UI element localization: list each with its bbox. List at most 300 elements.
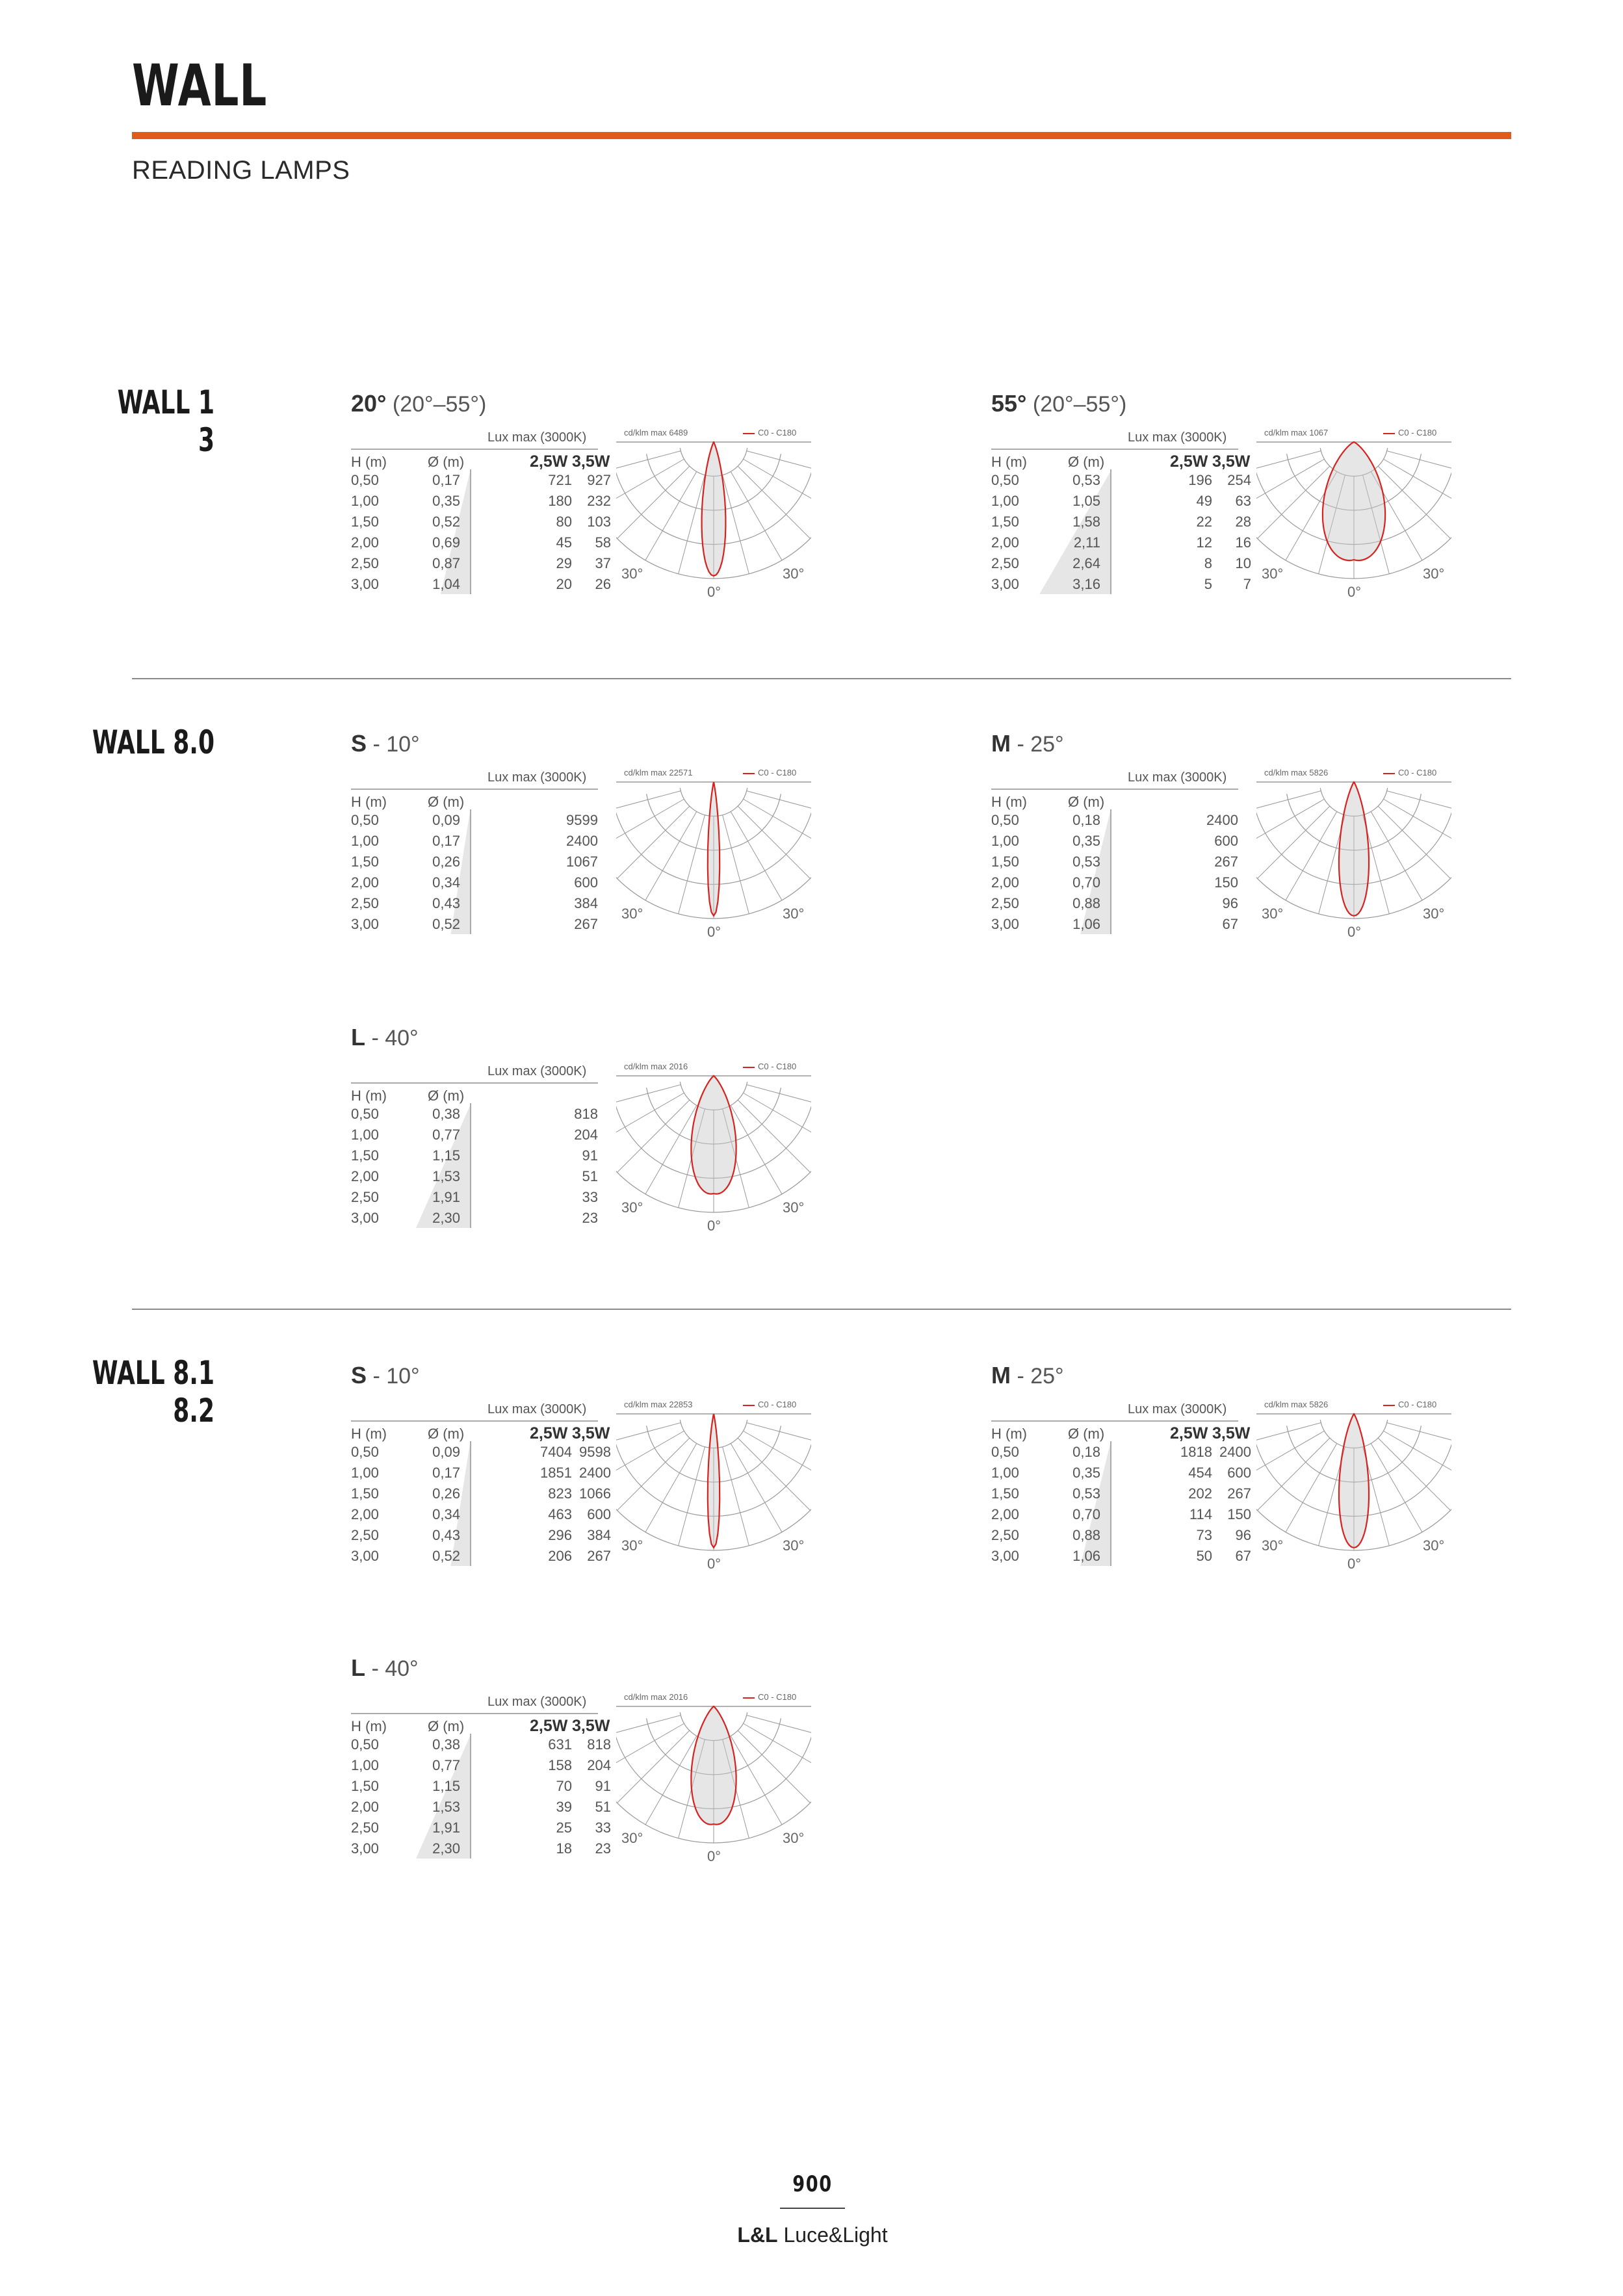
curve-legend: C0 - C180 (743, 428, 796, 437)
polar-diagram (616, 768, 811, 943)
cell-lux: 91 (582, 1147, 598, 1164)
cell-lux-2-5w: 25 (556, 1820, 572, 1836)
cell-height: 2,50 (351, 555, 379, 571)
curve-legend: C0 - C180 (1383, 1400, 1436, 1409)
table-row (991, 812, 1251, 833)
cell-lux-3-5w: 232 (587, 493, 611, 509)
cell-lux-3-5w: 51 (595, 1799, 611, 1815)
cell-height: 0,50 (351, 1736, 379, 1753)
cell-lux-2-5w: 114 (1189, 1506, 1212, 1522)
cell-lux-2-5w: 158 (548, 1757, 572, 1773)
cell-lux: 67 (1222, 916, 1238, 932)
cell-lux: 23 (582, 1210, 598, 1226)
table-row (351, 576, 611, 597)
cell-lux: 600 (574, 874, 598, 891)
table-row (351, 1757, 611, 1778)
angle-label-left: 30° (621, 906, 643, 922)
angle-label-zero: 0° (707, 584, 721, 600)
lux-max-label: Lux max (3000K) (487, 430, 587, 445)
cell-height: 2,00 (351, 534, 379, 551)
header-diameter: Ø (m) (428, 1088, 465, 1104)
angle-label-left: 30° (621, 1830, 643, 1846)
cell-lux-2-5w: 20 (556, 576, 572, 592)
polar-diagram (616, 1062, 811, 1237)
angle-label-left: 30° (621, 1537, 643, 1554)
cell-height: 3,00 (991, 916, 1019, 932)
cell-height: 2,00 (991, 1506, 1019, 1522)
angle-label-left: 30° (1262, 566, 1284, 582)
table-row (991, 555, 1251, 576)
polar-diagram (616, 1692, 811, 1868)
section-divider (132, 678, 1511, 679)
cell-diameter: 0,77 (432, 1127, 460, 1143)
cell-diameter: 0,18 (1072, 1444, 1100, 1460)
header-height: H (m) (351, 1718, 387, 1734)
cell-diameter: 1,53 (432, 1168, 460, 1184)
cell-height: 1,50 (991, 514, 1019, 530)
photometric-block (351, 1362, 819, 1576)
cd-klm-label: cd/klm max 1067 (1264, 428, 1329, 437)
table-row (991, 493, 1251, 514)
cell-height: 2,00 (991, 874, 1019, 891)
table-row (991, 1444, 1251, 1465)
photometric-block (991, 730, 1459, 945)
cell-diameter: 0,34 (432, 874, 460, 891)
polar-grid (1256, 768, 1451, 943)
header-diameter: Ø (m) (428, 454, 465, 470)
header-power-3-5w: 3,5W (572, 452, 610, 471)
polar-grid (616, 768, 811, 943)
table-row (351, 493, 611, 514)
cell-diameter: 0,52 (432, 916, 460, 932)
cell-lux-3-5w: 254 (1227, 472, 1251, 488)
cell-diameter: 0,52 (432, 1548, 460, 1564)
cell-height: 1,50 (991, 1485, 1019, 1502)
header-height: H (m) (991, 794, 1027, 810)
cell-lux: 204 (574, 1127, 598, 1143)
model-name-line1: WALL 8.0 (92, 724, 214, 761)
header-height: H (m) (351, 1088, 387, 1104)
cell-height: 1,00 (351, 1127, 379, 1143)
cell-height: 0,50 (351, 1106, 379, 1122)
cell-lux-3-5w: 204 (587, 1757, 611, 1773)
cell-diameter: 3,16 (1072, 576, 1100, 592)
curve-legend: C0 - C180 (743, 1692, 796, 1702)
cell-lux: 2400 (1206, 812, 1238, 828)
header-power-2-5w: 2,5W (1170, 1424, 1208, 1442)
cell-diameter: 0,38 (432, 1106, 460, 1122)
lux-max-label: Lux max (3000K) (487, 1695, 587, 1709)
model-name-line1: WALL 1 (117, 384, 214, 421)
table-row (991, 895, 1251, 916)
cell-lux: 51 (582, 1168, 598, 1184)
cell-diameter: 2,30 (432, 1210, 460, 1226)
cell-lux-2-5w: 73 (1196, 1527, 1212, 1543)
table-row (351, 534, 611, 555)
cell-height: 1,50 (991, 854, 1019, 870)
cell-lux-2-5w: 196 (1188, 472, 1212, 488)
table-row (351, 812, 611, 833)
cell-lux: 9599 (566, 812, 598, 828)
lux-max-label: Lux max (3000K) (487, 1402, 587, 1416)
cell-diameter: 0,53 (1072, 472, 1100, 488)
polar-diagram (1256, 768, 1451, 943)
cell-lux-2-5w: 7404 (540, 1444, 572, 1460)
cell-lux-3-5w: 103 (587, 514, 611, 530)
cell-height: 0,50 (991, 812, 1019, 828)
cell-lux-2-5w: 8 (1204, 555, 1212, 571)
table-row (991, 833, 1251, 854)
cell-lux-2-5w: 823 (548, 1485, 572, 1502)
cell-diameter: 0,17 (432, 472, 460, 488)
table-row (351, 1506, 611, 1527)
cell-lux-2-5w: 70 (556, 1778, 572, 1794)
cell-height: 0,50 (991, 472, 1019, 488)
cell-lux-3-5w: 58 (595, 534, 611, 551)
header-power-3-5w: 3,5W (572, 1424, 610, 1442)
model-name-wall-8-0 (27, 724, 214, 761)
cell-diameter: 0,35 (432, 493, 460, 509)
cell-lux-3-5w: 63 (1235, 493, 1251, 509)
block-title-range: - 40° (365, 1656, 419, 1681)
cell-lux-2-5w: 50 (1196, 1548, 1212, 1564)
cell-lux-3-5w: 2400 (1219, 1444, 1251, 1460)
cell-diameter: 0,26 (432, 854, 460, 870)
table-row (991, 1506, 1251, 1527)
lux-max-label: Lux max (3000K) (1128, 430, 1227, 445)
cd-klm-label: cd/klm max 5826 (1264, 1400, 1329, 1409)
cell-lux-2-5w: 80 (556, 514, 572, 530)
header-diameter: Ø (m) (428, 1426, 465, 1442)
angle-label-right: 30° (1423, 1537, 1445, 1554)
cell-height: 2,00 (351, 1168, 379, 1184)
header-power-3-5w: 3,5W (1212, 452, 1251, 471)
cell-diameter: 1,91 (432, 1820, 460, 1836)
header-height: H (m) (991, 1426, 1027, 1442)
table-row (351, 1527, 611, 1548)
cell-lux-2-5w: 12 (1196, 534, 1212, 551)
polar-diagram (1256, 1400, 1451, 1575)
header-diameter: Ø (m) (428, 1718, 465, 1734)
model-name-line2: 3 (198, 421, 214, 459)
table-row (351, 514, 611, 534)
curve-legend: C0 - C180 (743, 768, 796, 777)
cell-diameter: 0,53 (1072, 854, 1100, 870)
block-title-main: L (351, 1654, 365, 1681)
cell-diameter: 1,06 (1072, 916, 1100, 932)
cell-lux-3-5w: 16 (1235, 534, 1251, 551)
cell-lux-3-5w: 384 (587, 1527, 611, 1543)
block-title-main: M (991, 1362, 1011, 1389)
cell-lux-3-5w: 7 (1243, 576, 1251, 592)
intensity-curve (1339, 782, 1369, 916)
cell-diameter: 1,04 (432, 576, 460, 592)
cell-diameter: 0,26 (432, 1485, 460, 1502)
header-power-2-5w: 2,5W (530, 1717, 568, 1735)
header-rule (132, 132, 1511, 139)
cell-diameter: 1,15 (432, 1778, 460, 1794)
cell-height: 1,50 (351, 854, 379, 870)
cell-height: 2,50 (991, 555, 1019, 571)
cell-lux-3-5w: 9598 (579, 1444, 611, 1460)
cell-height: 2,50 (351, 1527, 379, 1543)
lux-max-label: Lux max (3000K) (1128, 770, 1227, 785)
photometric-block (351, 1024, 819, 1238)
cell-lux: 150 (1214, 874, 1238, 891)
lux-max-label: Lux max (3000K) (487, 1064, 587, 1078)
photometric-block (351, 730, 819, 945)
table-row (991, 1548, 1251, 1569)
table-row (991, 1465, 1251, 1485)
brand-name: Luce&Light (783, 2223, 888, 2247)
table-row (351, 1127, 611, 1147)
table-row (351, 472, 611, 493)
cell-diameter: 0,35 (1072, 833, 1100, 849)
cell-height: 3,00 (991, 1548, 1019, 1564)
cell-diameter: 0,52 (432, 514, 460, 530)
intensity-curve (691, 1706, 736, 1825)
cell-lux-3-5w: 2400 (579, 1465, 611, 1481)
angle-label-right: 30° (783, 566, 805, 582)
cell-lux-2-5w: 463 (548, 1506, 572, 1522)
cell-lux: 818 (574, 1106, 598, 1122)
table-row (351, 1147, 611, 1168)
cell-lux-3-5w: 267 (1227, 1485, 1251, 1502)
angle-label-zero: 0° (707, 1218, 721, 1234)
cell-lux: 96 (1222, 895, 1238, 911)
table-row (351, 833, 611, 854)
curve-legend: C0 - C180 (743, 1400, 796, 1409)
cell-lux-2-5w: 29 (556, 555, 572, 571)
cell-height: 2,00 (351, 1799, 379, 1815)
table-row (351, 1168, 611, 1189)
cell-lux-2-5w: 49 (1196, 493, 1212, 509)
table-row (991, 576, 1251, 597)
cell-height: 3,00 (351, 576, 379, 592)
table-row (351, 1736, 611, 1757)
intensity-curve (708, 1414, 720, 1548)
cell-diameter: 0,87 (432, 555, 460, 571)
cell-lux-3-5w: 23 (595, 1840, 611, 1857)
cell-height: 1,50 (351, 1147, 379, 1164)
cell-lux-3-5w: 600 (587, 1506, 611, 1522)
cell-height: 3,00 (351, 916, 379, 932)
cell-diameter: 2,11 (1073, 534, 1100, 551)
cell-height: 2,50 (351, 1189, 379, 1205)
cell-height: 2,50 (991, 1527, 1019, 1543)
cell-lux-3-5w: 267 (587, 1548, 611, 1564)
cd-klm-label: cd/klm max 5826 (1264, 768, 1329, 777)
table-row (991, 874, 1251, 895)
cell-lux-2-5w: 39 (556, 1799, 572, 1815)
cell-height: 1,00 (351, 493, 379, 509)
cell-height: 1,00 (351, 833, 379, 849)
cell-diameter: 0,43 (432, 895, 460, 911)
page-number: 900 (792, 2171, 833, 2197)
header-height: H (m) (991, 454, 1027, 470)
cell-lux-3-5w: 33 (595, 1820, 611, 1836)
cell-lux: 33 (582, 1189, 598, 1205)
cell-diameter: 2,30 (432, 1840, 460, 1857)
cell-diameter: 2,64 (1072, 555, 1100, 571)
header-diameter: Ø (m) (1068, 454, 1105, 470)
angle-label-left: 30° (621, 566, 643, 582)
angle-label-zero: 0° (707, 1848, 721, 1864)
polar-grid (616, 428, 811, 603)
cell-diameter: 0,38 (432, 1736, 460, 1753)
intensity-curve (1323, 442, 1385, 560)
intensity-curve (708, 782, 720, 916)
table-row (991, 1527, 1251, 1548)
cd-klm-label: cd/klm max 6489 (624, 428, 688, 437)
polar-grid (616, 1062, 811, 1237)
cell-lux: 267 (574, 916, 598, 932)
block-title-range: - 10° (367, 732, 420, 757)
table-row (991, 534, 1251, 555)
cell-lux-2-5w: 1818 (1180, 1444, 1212, 1460)
cell-diameter: 1,53 (432, 1799, 460, 1815)
block-title-main: 55° (991, 390, 1027, 417)
table-row (351, 555, 611, 576)
cell-diameter: 0,77 (432, 1757, 460, 1773)
cell-lux: 1067 (566, 854, 598, 870)
block-title-range: - 25° (1011, 732, 1064, 757)
table-row (351, 1210, 611, 1231)
intensity-curve (702, 442, 726, 576)
cell-diameter: 1,58 (1072, 514, 1100, 530)
header-power-2-5w: 2,5W (530, 452, 568, 471)
cell-height: 1,00 (991, 833, 1019, 849)
angle-label-zero: 0° (707, 924, 721, 940)
cell-lux-2-5w: 206 (548, 1548, 572, 1564)
angle-label-zero: 0° (707, 1556, 721, 1572)
cell-height: 1,00 (991, 1465, 1019, 1481)
angle-label-left: 30° (621, 1199, 643, 1216)
page-subtitle: READING LAMPS (132, 156, 350, 185)
cell-lux: 267 (1214, 854, 1238, 870)
table-row (351, 1820, 611, 1840)
block-title-main: M (991, 730, 1011, 757)
brand-short: L&L (737, 2223, 778, 2247)
header-power-2-5w: 2,5W (530, 1424, 568, 1442)
cell-diameter: 0,53 (1072, 1485, 1100, 1502)
table-row (351, 1778, 611, 1799)
cell-diameter: 0,43 (432, 1527, 460, 1543)
cell-lux-2-5w: 18 (556, 1840, 572, 1857)
cell-diameter: 0,17 (432, 833, 460, 849)
cell-lux: 384 (574, 895, 598, 911)
cell-height: 2,00 (351, 874, 379, 891)
block-title-main: L (351, 1024, 365, 1050)
cell-lux-2-5w: 1851 (540, 1465, 572, 1481)
table-row (351, 1799, 611, 1820)
cell-lux-2-5w: 454 (1188, 1465, 1212, 1481)
angle-label-right: 30° (1423, 566, 1445, 582)
photometric-block (991, 390, 1459, 605)
cell-lux-2-5w: 202 (1188, 1485, 1212, 1502)
cell-height: 3,00 (351, 1210, 379, 1226)
cell-diameter: 1,05 (1072, 493, 1100, 509)
table-row (351, 895, 611, 916)
cell-lux: 600 (1214, 833, 1238, 849)
page-number-rule (780, 2208, 845, 2209)
cell-lux-2-5w: 296 (548, 1527, 572, 1543)
angle-label-right: 30° (783, 1830, 805, 1846)
lux-max-label: Lux max (3000K) (1128, 1402, 1227, 1416)
cell-height: 0,50 (351, 472, 379, 488)
cell-height: 2,00 (351, 1506, 379, 1522)
cell-lux-2-5w: 631 (548, 1736, 572, 1753)
cell-height: 0,50 (351, 1444, 379, 1460)
cell-height: 1,50 (351, 1778, 379, 1794)
cell-height: 1,50 (351, 1485, 379, 1502)
cell-lux-3-5w: 96 (1235, 1527, 1251, 1543)
block-title-main: 20° (351, 390, 387, 417)
header-height: H (m) (351, 454, 387, 470)
cell-diameter: 0,35 (1072, 1465, 1100, 1481)
block-title-range: - 10° (367, 1364, 420, 1389)
curve-legend: C0 - C180 (743, 1062, 796, 1071)
cd-klm-label: cd/klm max 22853 (624, 1400, 693, 1409)
cell-height: 2,50 (991, 895, 1019, 911)
cell-lux-3-5w: 26 (595, 576, 611, 592)
cell-lux-2-5w: 180 (548, 493, 572, 509)
cell-height: 3,00 (351, 1840, 379, 1857)
block-title-main: S (351, 1362, 367, 1389)
polar-grid (1256, 1400, 1451, 1575)
section-divider (132, 1309, 1511, 1310)
cell-height: 1,00 (351, 1757, 379, 1773)
table-row (351, 874, 611, 895)
header-power-3-5w: 3,5W (572, 1717, 610, 1735)
cell-lux-3-5w: 10 (1235, 555, 1251, 571)
cell-height: 2,00 (991, 534, 1019, 551)
block-title-range: (20°–55°) (386, 392, 487, 417)
angle-label-zero: 0° (1347, 584, 1362, 600)
cell-diameter: 1,15 (432, 1147, 460, 1164)
table-row (991, 514, 1251, 534)
model-name-wall-1 (27, 384, 214, 459)
cell-diameter: 0,34 (432, 1506, 460, 1522)
table-row (351, 1840, 611, 1861)
header-diameter: Ø (m) (1068, 1426, 1105, 1442)
page-title: WALL (132, 52, 268, 119)
cell-diameter: 1,06 (1072, 1548, 1100, 1564)
table-row (351, 1465, 611, 1485)
header-power-3-5w: 3,5W (1212, 1424, 1251, 1442)
cell-height: 2,50 (351, 895, 379, 911)
table-row (351, 854, 611, 874)
cell-height: 3,00 (351, 1548, 379, 1564)
brand-footer (734, 2223, 890, 2247)
angle-label-left: 30° (1262, 1537, 1284, 1554)
cell-height: 0,50 (351, 812, 379, 828)
curve-legend: C0 - C180 (1383, 768, 1436, 777)
cell-height: 0,50 (991, 1444, 1019, 1460)
block-title-range: - 40° (365, 1026, 419, 1050)
polar-grid (616, 1400, 811, 1575)
cell-lux-3-5w: 37 (595, 555, 611, 571)
angle-label-right: 30° (783, 1199, 805, 1216)
cell-lux-2-5w: 45 (556, 534, 572, 551)
table-row (351, 1106, 611, 1127)
intensity-curve (1339, 1414, 1369, 1548)
table-row (351, 1485, 611, 1506)
header-diameter: Ø (m) (428, 794, 465, 810)
cell-lux-3-5w: 67 (1235, 1548, 1251, 1564)
cell-diameter: 0,70 (1072, 874, 1100, 891)
block-title-range: (20°–55°) (1026, 392, 1127, 417)
